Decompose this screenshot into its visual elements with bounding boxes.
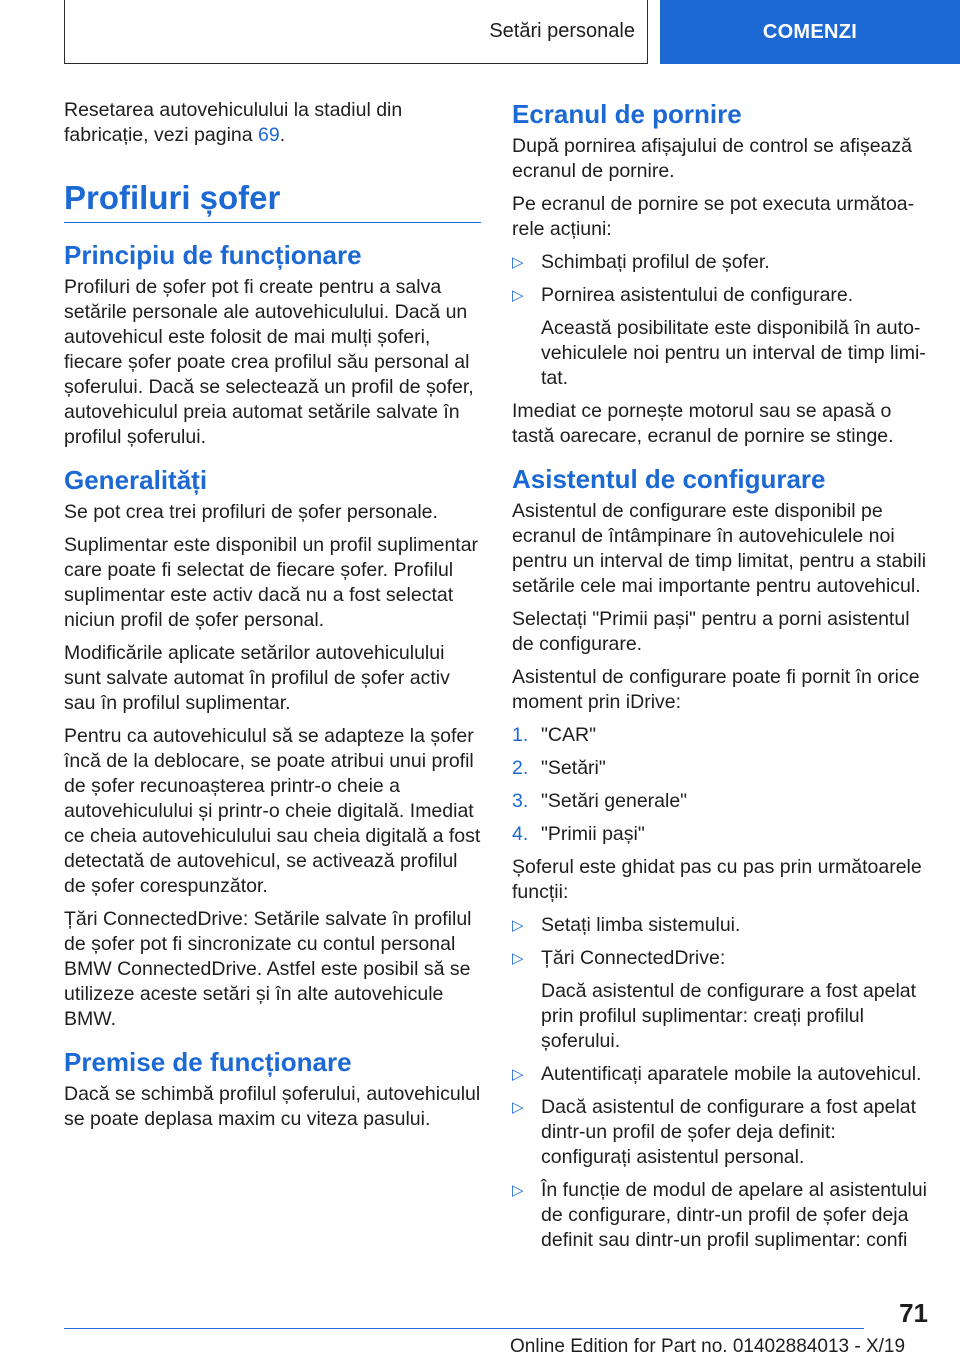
list-item-text: În funcție de modul de apelare al asistentului de configurare, dintr-un profil de șofer deja definit sau dintr-un profil suplimentar: confi xyxy=(541,1179,927,1251)
list-item xyxy=(512,946,928,971)
section-title-prerequisites: Premise de funcționare xyxy=(64,1047,352,1077)
start-screen-paragraph-2: Pe ecranul de pornire se pot executa următoarele acțiuni: xyxy=(512,193,915,240)
start-screen-paragraph-1: După pornirea afișajului de control se afișează ecranul de pornire. xyxy=(512,135,912,182)
triangle-bullet-icon: ▷ xyxy=(512,917,524,934)
list-item-text: Autentificați aparatele mobile la autovehicul. xyxy=(541,1063,922,1085)
triangle-bullet-icon: ▷ xyxy=(512,1066,524,1083)
left-column xyxy=(64,98,481,1140)
list-item xyxy=(512,283,928,308)
prerequisites-paragraph: Dacă se schimbă profilul șoferului, autovehiculul se poate deplasa maxim cu viteza pasului. xyxy=(64,1083,481,1130)
section-title-setup-assistant: Asistentul de configurare xyxy=(512,464,826,494)
step-number: 2. xyxy=(512,757,529,779)
section-title-general: Generalități xyxy=(64,465,208,495)
general-paragraph-3: Modificările aplicate setărilor autovehiculului sunt salvate automat în profilul de șofer activ sau în profilul suplimentar. xyxy=(64,642,450,714)
header-active-label: COMENZI xyxy=(762,20,858,43)
section-title-principle: Principiu de funcționare xyxy=(64,240,362,270)
intro-end: . xyxy=(279,124,286,146)
step-text: "Setări" xyxy=(541,757,606,779)
list-item-text: Schimbați profilul de șofer. xyxy=(541,251,770,273)
triangle-bullet-icon: ▷ xyxy=(512,254,524,271)
step-item xyxy=(512,723,928,748)
assistant-paragraph-3: Asistentul de configurare poate fi pornit în orice moment prin iDrive: xyxy=(512,666,920,713)
start-screen-paragraph-3: Imediat ce pornește motorul sau se apasă o tastă oarecare, ecranul de pornire se stinge. xyxy=(512,400,894,447)
triangle-bullet-icon: ▷ xyxy=(512,287,524,304)
step-text: "CAR" xyxy=(541,724,597,746)
step-text: "Primii pași" xyxy=(541,823,645,845)
chapter-title: Profiluri șofer xyxy=(64,178,481,223)
edition-text: Online Edition for Part no. 01402884013 - X/19 xyxy=(510,1336,906,1357)
step-item xyxy=(512,789,928,814)
step-text: "Setări generale" xyxy=(541,790,688,812)
general-paragraph-1: Se pot crea trei profiluri de șofer personale. xyxy=(64,501,438,523)
assistant-paragraph-4: Șoferul este ghidat pas cu pas prin următoarele funcții: xyxy=(512,856,922,903)
triangle-bullet-icon: ▷ xyxy=(512,950,524,967)
assistant-paragraph-2: Selectați "Primii pași" pentru a porni asistentul de configurare. xyxy=(512,608,910,655)
list-item xyxy=(512,1095,928,1170)
intro-paragraph xyxy=(64,98,481,148)
list-item-note: Dacă asistentul de configurare a fost apelat prin profilul suplimentar: creați profilul șoferului. xyxy=(541,980,917,1052)
step-item xyxy=(512,756,928,781)
header-section-tab xyxy=(64,0,648,64)
assistant-paragraph-1: Asistentul de configurare este disponibil pe ecranul de întâmpinare în autovehiculele noi pentru un interval de timp limitat, pentru a stabili setările cele mai importante pentru autovehicul. xyxy=(512,500,927,597)
list-item-text: Setați limba sistemului. xyxy=(541,914,741,936)
header-section-title: Setări personale xyxy=(489,20,635,42)
page-number: 71 xyxy=(899,1298,928,1328)
general-paragraph-5: Țări ConnectedDrive: Setările salvate în profilul de șofer pot fi sincronizate cu contul personal BMW ConnectedDrive. Astfel este posibil să se utilizeze aceste setări și în alte autovehicule BMW. xyxy=(64,908,472,1030)
triangle-bullet-icon: ▷ xyxy=(512,1099,524,1116)
step-number: 3. xyxy=(512,790,529,812)
triangle-bullet-icon: ▷ xyxy=(512,1182,524,1199)
step-number: 4. xyxy=(512,823,529,845)
page-link[interactable]: 69 xyxy=(258,124,280,146)
principle-paragraph: Profiluri de șofer pot fi create pentru a salva setările personale ale autovehiculului. Dacă un autovehicul este folosit de mai mulți șoferi, fiecare șofer poate crea profilul său personal al șoferului. Dacă se selectează un profil de șofer, autovehiculul preia automat setările salvate în profilul șoferului. xyxy=(64,276,474,448)
list-item xyxy=(512,913,928,938)
list-item-note: Această posibilitate este disponibilă în autovehiculele noi pentru un interval de timp limitat. xyxy=(541,317,926,389)
step-number: 1. xyxy=(512,724,529,746)
list-item xyxy=(512,1062,928,1087)
list-item-text: Pornirea asistentului de configurare. xyxy=(541,284,854,306)
general-paragraph-4: Pentru ca autovehiculul să se adapteze la șofer încă de la deblocare, se poate atribui unui profil de șofer recunoașterea printr-o cheie a autovehiculului și printr-o cheie digitală. Imediat ce cheia autovehiculului sau cheia digitală a fost detectată de autovehicul, se activează profilul de șofer corespunzător. xyxy=(64,725,481,897)
step-item xyxy=(512,822,928,847)
right-column xyxy=(512,98,928,1261)
list-item xyxy=(512,250,928,275)
general-paragraph-2: Suplimentar este disponibil un profil suplimentar care poate fi selectat de fiecare șofer. Profilul suplimentar este activ dacă nu a fost selectat niciun profil de șofer personal. xyxy=(64,534,479,631)
list-item-text: Dacă asistentul de configurare a fost apelat dintr-un profil de șofer deja definit: configurați asistentul personal. xyxy=(541,1096,917,1168)
footer-divider xyxy=(64,1328,864,1329)
list-item xyxy=(512,1178,928,1253)
section-title-start-screen: Ecranul de pornire xyxy=(512,99,742,129)
intro-text: Resetarea autovehiculului la stadiul din fabricație, vezi pagina xyxy=(64,99,403,146)
header-active-tab[interactable] xyxy=(660,0,960,64)
list-item-text: Țări ConnectedDrive: xyxy=(541,947,726,969)
